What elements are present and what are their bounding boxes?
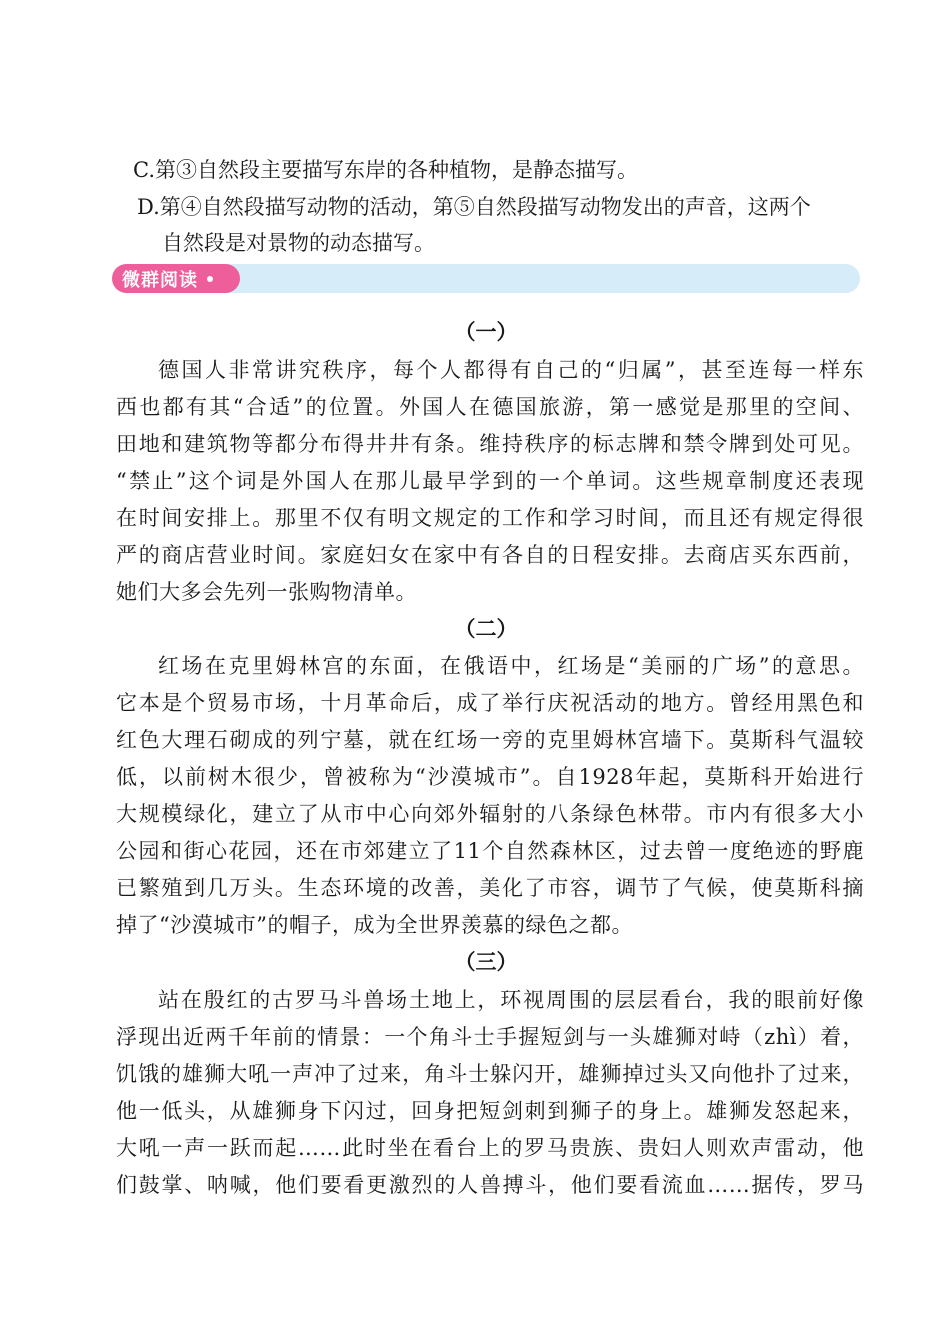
passage-line: 红场在克里姆林宫的东面，在俄语中，红场是“美丽的广场”的意思。 — [158, 654, 864, 678]
passage-line: 它本是个贸易市场，十月革命后，成了举行庆祝活动的地方。曾经用黑色和 — [116, 691, 864, 715]
banner-bar — [142, 264, 860, 293]
passage-3 — [116, 982, 864, 1204]
passage-line: 饥饿的雄狮大吼一声冲了过来，角斗士躲闪开，雄狮掉过头又向他扑了过来， — [116, 1062, 864, 1086]
option-d: D.第④自然段描写动物的活动，第⑤自然段描写动物发出的声音，这两个 — [137, 195, 811, 219]
option-c: C.第③自然段主要描写东岸的各种植物，是静态描写。 — [133, 158, 638, 182]
passage-line: 在时间安排上。那里不仅有明文规定的工作和学习时间，而且还有规定得很 — [116, 506, 864, 530]
option-d-continuation: 自然段是对景物的动态描写。 — [162, 231, 435, 255]
passage-line: 浮现出近两千年前的情景：一个角斗士手握短剑与一头雄狮对峙（zhì）着， — [116, 1025, 864, 1049]
passage-line: 公园和街心花园，还在市郊建立了11个自然森林区，过去曾一度绝迹的野鹿 — [116, 839, 864, 863]
passage-line: 西也都有其“合适”的位置。外国人在德国旅游，第一感觉是那里的空间、 — [116, 395, 864, 419]
section-heading-2: （二） — [454, 617, 518, 641]
passage-line: 严的商店营业时间。家庭妇女在家中有各自的日程安排。去商店买东西前， — [116, 543, 864, 567]
passage-line: 德国人非常讲究秩序，每个人都得有自己的“归属”，甚至连每一样东 — [158, 358, 864, 382]
banner-label: 微群阅读 — [122, 269, 198, 291]
section-heading-1: （一） — [454, 320, 518, 344]
passage-line: 他一低头，从雄狮身下闪过，回身把短剑刺到狮子的身上。雄狮发怒起来， — [116, 1099, 864, 1123]
passage-1 — [116, 352, 864, 611]
passage-line: 她们大多会先列一张购物清单。 — [116, 580, 417, 604]
bullet-dot-icon — [207, 276, 213, 282]
passage-line: 大规模绿化，建立了从市中心向郊外辐射的八条绿色林带。市内有很多大小 — [116, 802, 864, 826]
section-heading-3: （三） — [454, 950, 518, 974]
passage-line: “禁止”这个词是外国人在那儿最早学到的一个单词。这些规章制度还表现 — [116, 469, 864, 493]
passage-line: 掉了“沙漠城市”的帽子，成为全世界羡慕的绿色之都。 — [116, 913, 633, 937]
passage-line: 站在殷红的古罗马斗兽场土地上，环视周围的层层看台，我的眼前好像 — [158, 988, 864, 1012]
passage-2 — [116, 648, 864, 944]
passage-line: 红色大理石砌成的列宁墓，就在红场一旁的克里姆林宫墙下。莫斯科气温较 — [116, 728, 864, 752]
passage-line: 大吼一声一跃而起……此时坐在看台上的罗马贵族、贵妇人则欢声雷动，他 — [116, 1136, 864, 1160]
passage-line: 低，以前树木很少，曾被称为“沙漠城市”。自1928年起，莫斯科开始进行 — [116, 765, 864, 789]
section-banner — [112, 264, 860, 293]
passage-line: 们鼓掌、呐喊，他们要看更激烈的人兽搏斗，他们要看流血……据传，罗马 — [116, 1173, 864, 1197]
passage-line: 田地和建筑物等都分布得井井有条。维持秩序的标志牌和禁令牌到处可见。 — [116, 432, 864, 456]
banner-pill — [112, 264, 240, 293]
passage-line: 已繁殖到几万头。生态环境的改善，美化了市容，调节了气候，使莫斯科摘 — [116, 876, 864, 900]
